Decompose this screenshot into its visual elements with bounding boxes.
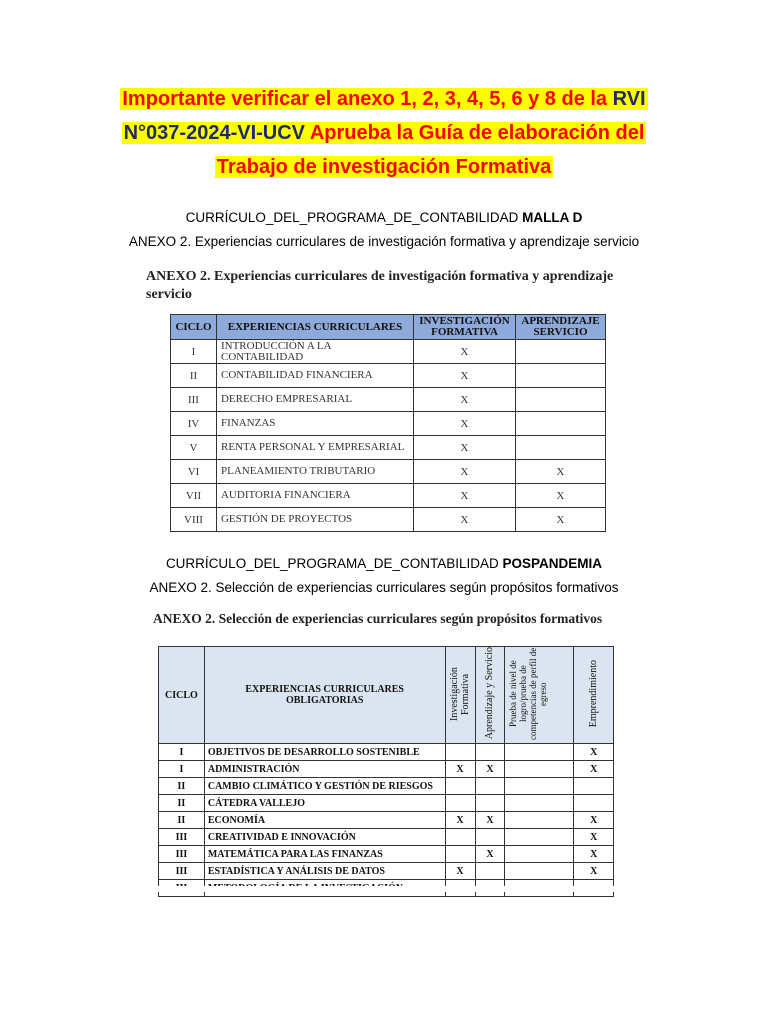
prueba-cell	[505, 744, 574, 761]
experiencia-cell: OBJETIVOS DE DESARROLLO SOSTENIBLE	[204, 744, 445, 761]
aprendizaje-cell	[475, 829, 505, 846]
scan-crop-edge	[150, 886, 620, 892]
experiencia-cell: CREATIVIDAD E INNOVACIÓN	[204, 829, 445, 846]
section1-tag: MALLA D	[522, 210, 583, 225]
section1-scan-title-1: ANEXO 2. Experiencias curriculares de investigación formativa y aprendizaje	[146, 269, 614, 284]
header-experiencias: EXPERIENCIAS CURRICULARES	[216, 315, 413, 340]
table-row	[171, 340, 606, 364]
heading-line-2	[0, 116, 768, 150]
emprendimiento-cell: X	[574, 812, 614, 829]
prueba-cell	[505, 829, 574, 846]
investigacion-cell: X	[445, 863, 475, 880]
ciclo-cell: VI	[171, 460, 217, 484]
investigacion-cell: X	[445, 761, 475, 778]
section2-annex-text: ANEXO 2. Selección de experiencias curriculares según propósitos formativos	[149, 580, 619, 595]
aprendizaje-cell: X	[475, 812, 505, 829]
investigacion-cell: X	[414, 460, 516, 484]
experiencia-cell: GESTIÓN DE PROYECTOS	[216, 508, 413, 532]
experiencia-cell: AUDITORIA FINANCIERA	[216, 484, 413, 508]
experiencia-cell: ECONOMÍA	[204, 812, 445, 829]
resolution-number: N°037-2024-VI-UCV	[123, 122, 306, 144]
section2-tag: POSPANDEMIA	[502, 556, 603, 571]
section2-table-header	[159, 647, 614, 744]
investigacion-cell	[445, 846, 475, 863]
aprendizaje-cell	[516, 340, 606, 364]
aprendizaje-cell: X	[516, 484, 606, 508]
heading-line-3	[0, 150, 768, 184]
heading-line-1	[0, 82, 768, 116]
ciclo-cell: I	[159, 744, 205, 761]
ciclo-cell: II	[159, 812, 205, 829]
header-ciclo-2: CICLO	[159, 647, 205, 744]
section1-program-line	[0, 210, 768, 225]
experiencia-cell: RENTA PERSONAL Y EMPRESARIAL	[216, 436, 413, 460]
section2-table	[158, 646, 614, 897]
section1-annex-line	[0, 234, 768, 249]
table-row	[171, 436, 606, 460]
table-row	[159, 829, 614, 846]
prueba-cell	[505, 846, 574, 863]
experiencia-cell: CÁTEDRA VALLEJO	[204, 795, 445, 812]
heading-red-text: Importante verificar el anexo 1, 2, 3, 4, 5, 6 y 8 de la	[122, 88, 608, 110]
investigacion-cell	[445, 829, 475, 846]
header-investigacion-formativa-text: Investigación Formativa	[449, 666, 472, 721]
investigacion-cell: X	[445, 812, 475, 829]
aprendizaje-cell: X	[516, 460, 606, 484]
ciclo-cell: III	[159, 846, 205, 863]
table-row	[171, 508, 606, 532]
ciclo-cell: III	[159, 829, 205, 846]
table-row	[171, 460, 606, 484]
section2-scan-title: ANEXO 2. Selección de experiencias curriculares según propósitos formativos	[153, 611, 603, 626]
section1-program: CURRÍCULO_DEL_PROGRAMA_DE_CONTABILIDAD	[185, 210, 519, 225]
emprendimiento-cell: X	[574, 829, 614, 846]
prueba-cell	[505, 863, 574, 880]
aprendizaje-cell	[475, 744, 505, 761]
header-aprendizaje-servicio	[475, 647, 505, 744]
prueba-cell	[505, 795, 574, 812]
heading-navy-text: RVI	[612, 88, 646, 110]
table-row	[159, 761, 614, 778]
header-aprendizaje: APRENDIZAJE SERVICIO	[516, 315, 606, 340]
section1-annex-text: ANEXO 2. Experiencias curriculares de investigación formativa y aprendizaje servicio	[128, 234, 640, 249]
header-emprendimiento	[574, 647, 614, 744]
aprendizaje-cell	[516, 436, 606, 460]
ciclo-cell: I	[159, 761, 205, 778]
ciclo-cell: II	[159, 778, 205, 795]
table-row	[159, 812, 614, 829]
table-row	[159, 863, 614, 880]
table-row	[159, 778, 614, 795]
investigacion-cell	[445, 778, 475, 795]
emprendimiento-cell: X	[574, 761, 614, 778]
section2-annex-line	[0, 580, 768, 595]
experiencia-cell: ADMINISTRACIÓN	[204, 761, 445, 778]
investigacion-cell	[445, 795, 475, 812]
experiencia-cell: PLANEAMIENTO TRIBUTARIO	[216, 460, 413, 484]
aprendizaje-cell	[516, 412, 606, 436]
header-prueba-nivel-text: Prueba de nivel de logro/prueba de competencias de perfil de egreso	[508, 647, 549, 740]
section1-table	[170, 314, 606, 532]
investigacion-cell: X	[414, 388, 516, 412]
investigacion-cell: X	[414, 436, 516, 460]
emprendimiento-cell	[574, 795, 614, 812]
section2-program: CURRÍCULO_DEL_PROGRAMA_DE_CONTABILIDAD	[165, 556, 499, 571]
header-investigacion-formativa	[445, 647, 475, 744]
table-row	[159, 846, 614, 863]
aprendizaje-cell: X	[475, 846, 505, 863]
experiencia-cell: MATEMÁTICA PARA LAS FINANZAS	[204, 846, 445, 863]
aprendizaje-cell: X	[475, 761, 505, 778]
heading-red-text-3: Trabajo de investigación Formativa	[216, 156, 552, 178]
investigacion-cell: X	[414, 340, 516, 364]
investigacion-cell: X	[414, 484, 516, 508]
heading-red-text-2: Aprueba la Guía de elaboración del	[309, 122, 645, 144]
emprendimiento-cell: X	[574, 863, 614, 880]
header-prueba-nivel	[505, 647, 574, 744]
investigacion-cell: X	[414, 364, 516, 388]
header-emprendimiento-text: Emprendimiento	[588, 659, 600, 728]
section1-table-header	[171, 315, 606, 340]
ciclo-cell: IV	[171, 412, 217, 436]
emprendimiento-cell: X	[574, 744, 614, 761]
prueba-cell	[505, 761, 574, 778]
experiencia-cell: INTRODUCCIÓN A LA CONTABILIDAD	[216, 340, 413, 364]
experiencia-cell: DERECHO EMPRESARIAL	[216, 388, 413, 412]
header-experiencias-obligatorias: EXPERIENCIAS CURRICULARES OBLIGATORIAS	[204, 647, 445, 744]
table-row	[171, 364, 606, 388]
aprendizaje-cell	[516, 388, 606, 412]
ciclo-cell: III	[171, 388, 217, 412]
experiencia-cell: FINANZAS	[216, 412, 413, 436]
table-row	[171, 412, 606, 436]
table-row	[159, 795, 614, 812]
aprendizaje-cell	[516, 364, 606, 388]
emprendimiento-cell	[574, 778, 614, 795]
ciclo-cell: II	[159, 795, 205, 812]
experiencia-cell: CAMBIO CLIMÁTICO Y GESTIÓN DE RIESGOS	[204, 778, 445, 795]
section2-program-line	[0, 556, 768, 571]
emprendimiento-cell: X	[574, 846, 614, 863]
header-ciclo: CICLO	[171, 315, 217, 340]
header-aprendizaje-servicio-text: Aprendizaje y Servicio	[484, 647, 496, 740]
section1-scan-title-2: servicio	[146, 287, 192, 302]
ciclo-cell: III	[159, 863, 205, 880]
ciclo-cell: I	[171, 340, 217, 364]
investigacion-cell: X	[414, 508, 516, 532]
aprendizaje-cell	[475, 863, 505, 880]
experiencia-cell: ESTADÍSTICA Y ANÁLISIS DE DATOS	[204, 863, 445, 880]
table-row	[159, 744, 614, 761]
aprendizaje-cell	[475, 795, 505, 812]
aprendizaje-cell: X	[516, 508, 606, 532]
ciclo-cell: VIII	[171, 508, 217, 532]
table-row	[171, 484, 606, 508]
ciclo-cell: II	[171, 364, 217, 388]
aprendizaje-cell	[475, 778, 505, 795]
experiencia-cell: CONTABILIDAD FINANCIERA	[216, 364, 413, 388]
prueba-cell	[505, 812, 574, 829]
investigacion-cell: X	[414, 412, 516, 436]
ciclo-cell: VII	[171, 484, 217, 508]
ciclo-cell: V	[171, 436, 217, 460]
prueba-cell	[505, 778, 574, 795]
investigacion-cell	[445, 744, 475, 761]
header-investigacion: INVESTIGACIÓN FORMATIVA	[414, 315, 516, 340]
table-row	[171, 388, 606, 412]
